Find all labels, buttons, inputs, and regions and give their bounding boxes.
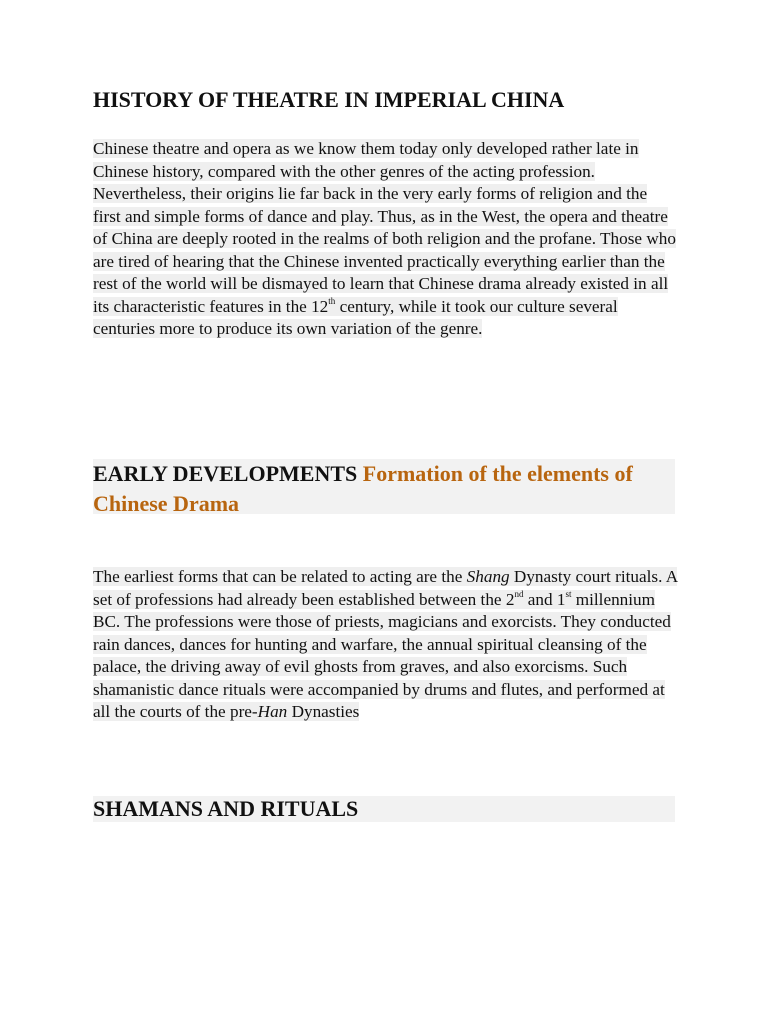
early-text-b: Dynasty court rituals. A set of professions had already been established between the 2: [93, 567, 678, 609]
section-label: EARLY DEVELOPMENTS: [93, 461, 358, 486]
early-developments-paragraph: [93, 566, 679, 724]
early-text-d: millennium BC. The professions were those of priests, magicians and exorcists. They conducted rain dances, dances for hunting and warfare, the annual spiritual cleansing of the palace, the driving away of evil ghosts from graves, and also exorcisms. Such shamanistic dance rituals were accompanied by drums and flutes, and performed at all the courts of the pre-: [93, 589, 671, 721]
intro-superscript: th: [328, 295, 336, 306]
intro-paragraph: [93, 138, 679, 341]
early-text-c: and 1: [523, 589, 566, 609]
early-text-e: Dynasties: [287, 702, 360, 721]
section-heading-early-developments: [93, 459, 675, 514]
intro-text-a: Chinese theatre and opera as we know them today only developed rather late in Chinese history, compared with the other genres of the acting profession. Nevertheless, their origins lie far back in the very early forms of religion and the first and simple forms of dance and play. Thus, as in the West, the opera and theatre of China are deeply rooted in the realms of both religion and the profane. Those who are tired of hearing that the Chinese invented practically everything earlier than the rest of the world will be dismayed to learn that Chinese drama already existed in all its characteristic features in the 12: [93, 139, 676, 316]
early-text-a: The earliest forms that can be related to acting are the: [93, 567, 467, 586]
section-subtitle: Formation of the elements of Chinese Drama: [93, 461, 633, 516]
intro-highlight: [93, 139, 676, 338]
early-highlight: [93, 567, 677, 721]
early-superscript-nd: nd: [514, 588, 524, 599]
early-superscript-st: st: [565, 588, 572, 599]
section-heading-shamans-and-rituals: SHAMANS AND RITUALS: [93, 796, 675, 822]
early-italic-han: Han: [257, 702, 288, 721]
early-italic-shang: Shang: [466, 567, 510, 586]
intro-text-b: century, while it took our culture several centuries more to produce its own variation of the genre.: [93, 296, 618, 338]
page-title: HISTORY OF THEATRE IN IMPERIAL CHINA: [93, 87, 565, 112]
